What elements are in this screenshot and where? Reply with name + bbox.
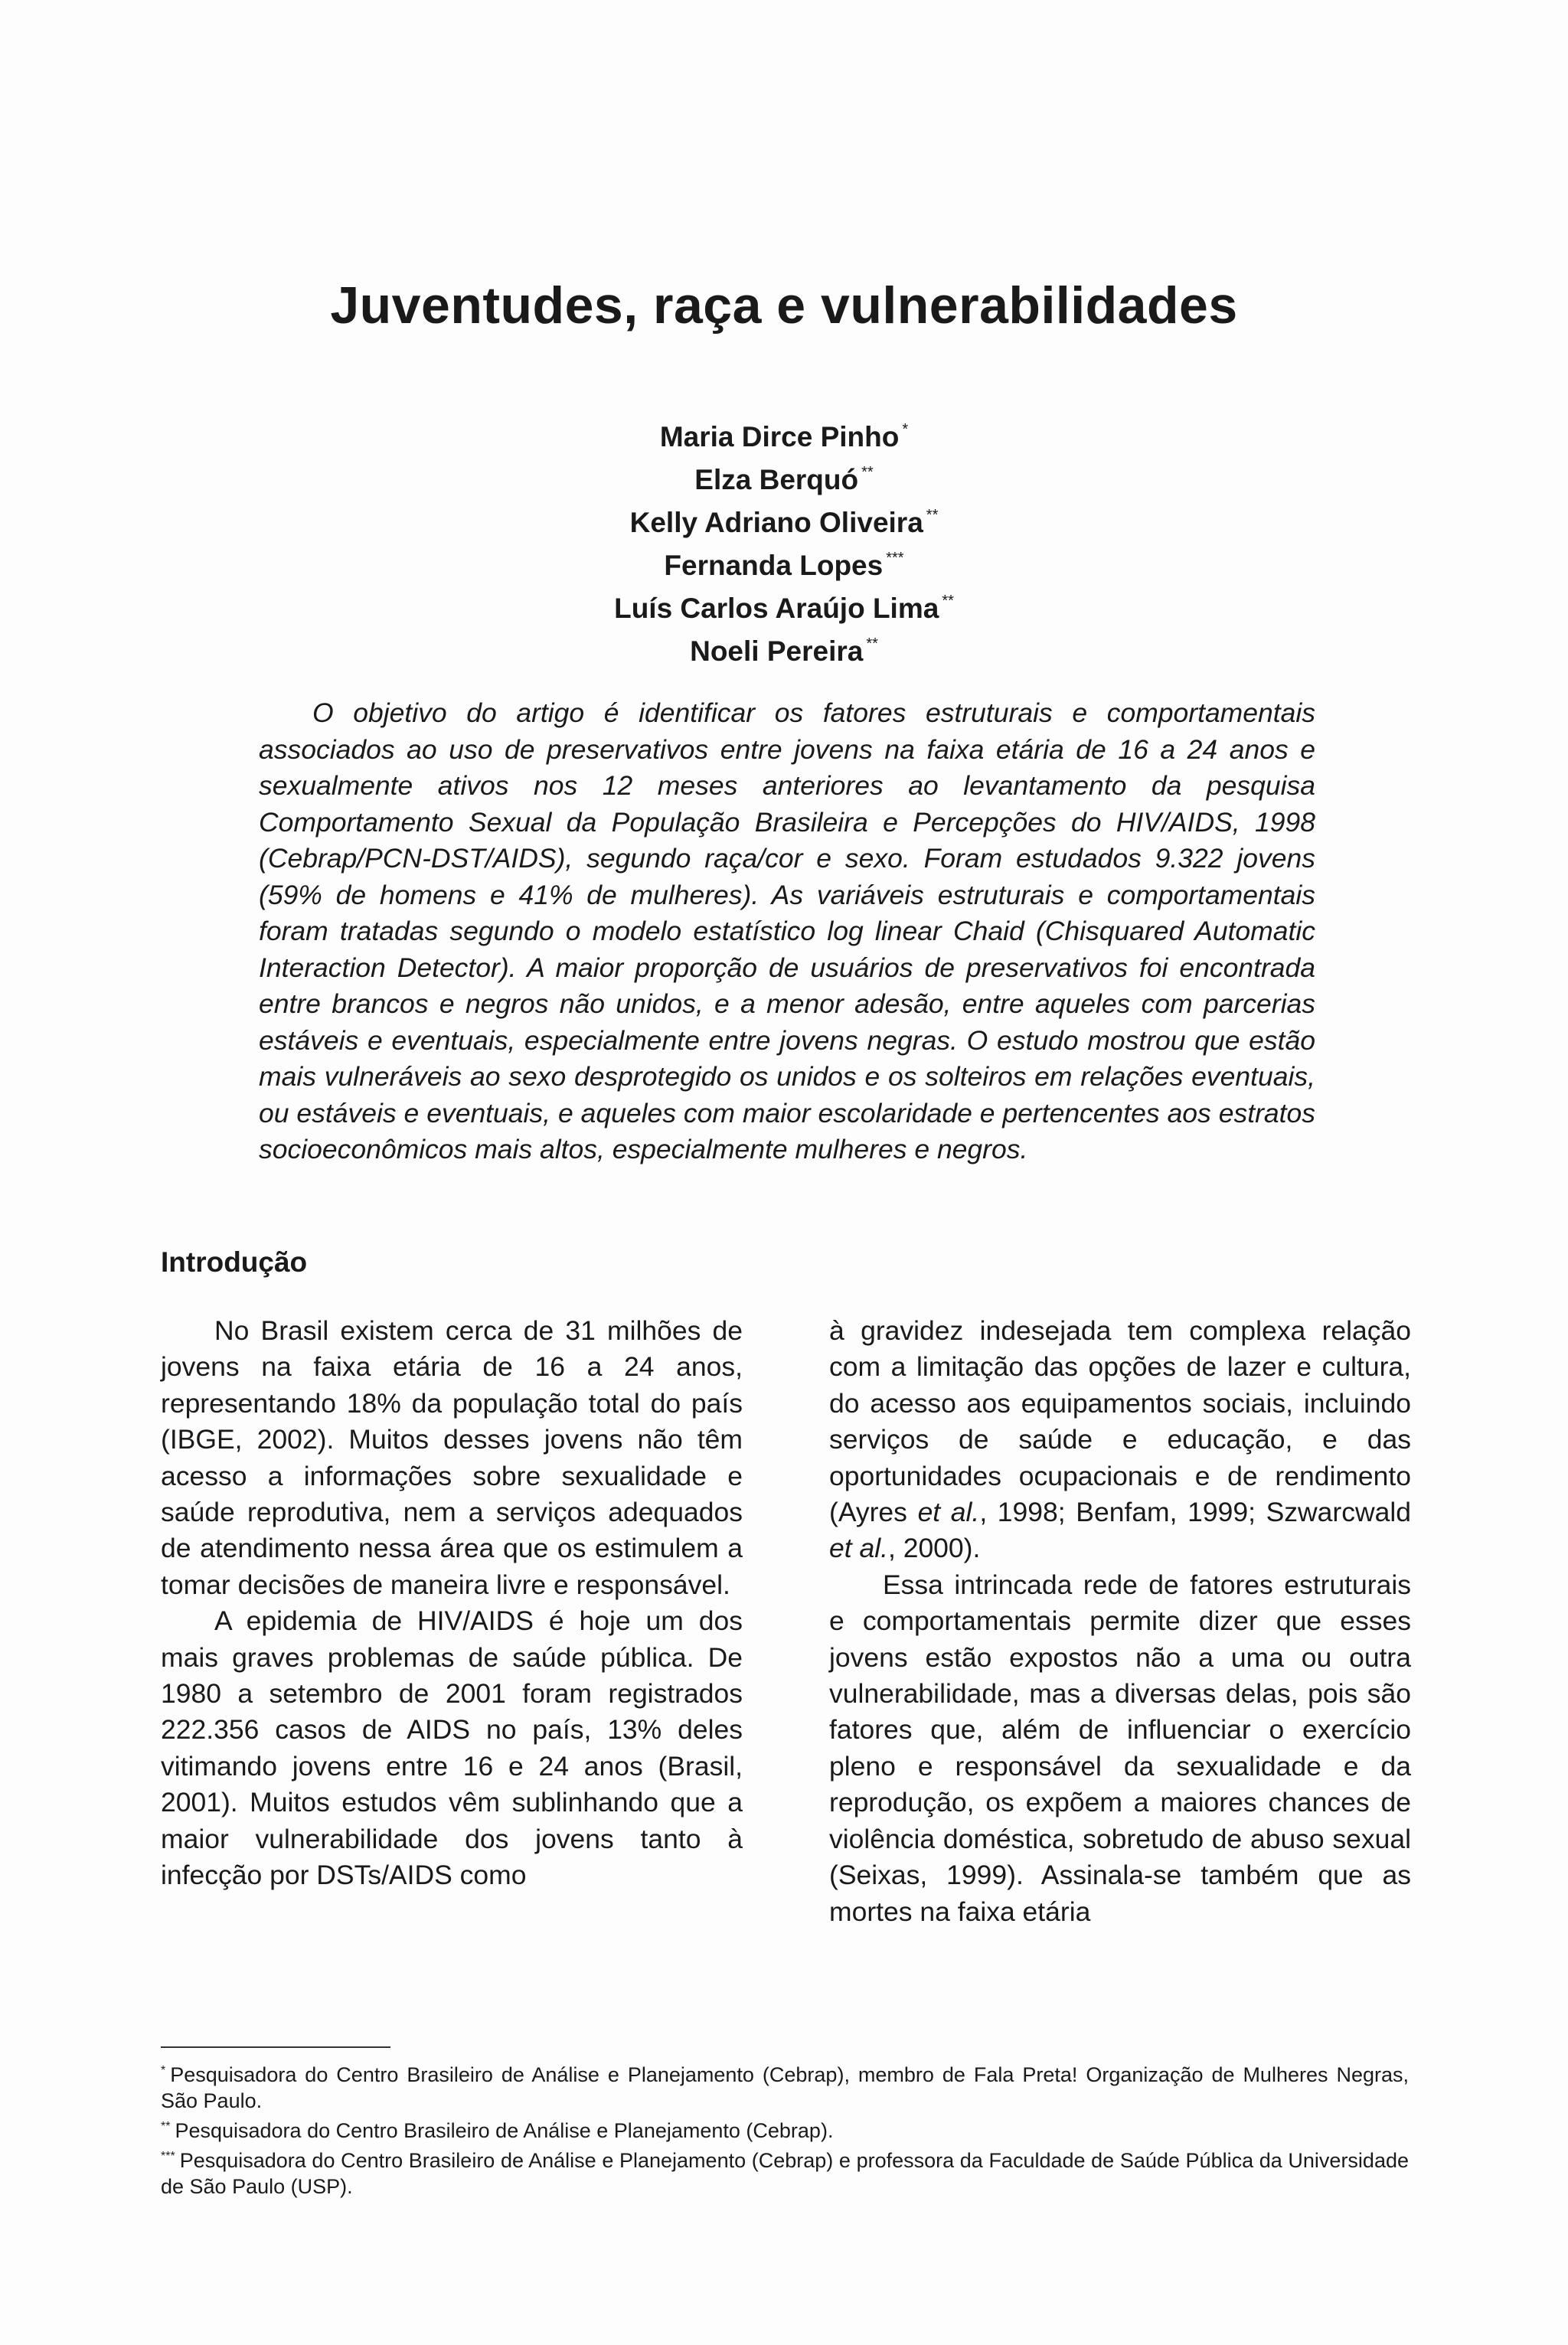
author-list xyxy=(0,412,1568,669)
author-footnote-mark: ** xyxy=(942,593,954,609)
body-paragraph: Essa intrincada rede de fatores estruturais e comportamentais permite dizer que esses jovens estão expostos não a uma ou outra vulnerabilidade, mas a diversas delas, pois são fatores que, além de influenciar o exercício pleno e responsável da sexualidade e da reprodução, os expõem a maiores chances de violência doméstica, sobretudo de abuso sexual (Seixas, 1999). Assinala-se também que as mortes na faixa etária xyxy=(829,1569,1411,1927)
author xyxy=(0,541,1568,583)
author xyxy=(0,455,1568,498)
body-paragraph: No Brasil existem cerca de 31 milhões de jovens na faixa etária de 16 a 24 anos, representando 18% da população total do país (IBGE, 2002). Muitos desses jovens não têm acesso a informações sobre sexualidade e saúde reprodutiva, nem a serviços adequados de atendimento nessa área que os estimulem a tomar decisões de maneira livre e responsável. xyxy=(161,1315,743,1600)
author xyxy=(0,583,1568,626)
page-title: Juventudes, raça e vulnerabilidades xyxy=(330,276,1238,335)
author xyxy=(0,412,1568,455)
author-footnote-mark: ** xyxy=(866,635,878,652)
author-footnote-mark: *** xyxy=(886,550,904,567)
author-footnote-mark: ** xyxy=(861,464,874,481)
footnote-text: Pesquisadora do Centro Brasileiro de Análise e Planejamento (Cebrap), membro de Fala Preta! Organização de Mulheres Negras, São Paulo. xyxy=(161,2063,1409,2112)
et-al-citation: et al. xyxy=(917,1497,980,1528)
abstract: O objetivo do artigo é identificar os fatores estruturais e comportamentais associados ao uso de preservativos entre jovens na faixa etária de 16 a 24 anos e sexualmente ativos nos 12 meses anteriores ao levantamento da pesquisa Comportamento Sexual da População Brasileira e Percepções do HIV/AIDS, 1998 (Cebrap/PCN-DST/AIDS), segundo raça/cor e sexo. Foram estudados 9.322 jovens (59% de homens e 41% de mulheres). As variáveis estruturais e comportamentais foram tratadas segundo o modelo estatístico log linear Chaid (Chisquared Automatic Interaction Detector). A maior proporção de usuários de preservativos foi encontrada entre brancos e negros não unidos, e a menor adesão, entre aqueles com parcerias estáveis e eventuais, especialmente entre jovens negras. O estudo mostrou que estão mais vulneráveis ao sexo desprotegido os unidos e os solteiros em relações eventuais, ou estáveis e eventuais, e aqueles com maior escolaridade e pertencentes aos estratos socioeconômicos mais altos, especialmente mulheres e negros. xyxy=(259,697,1315,1164)
author-name: Kelly Adriano Oliveira xyxy=(629,507,923,538)
text-run: , 1998; Benfam, 1999; Szwarcwald xyxy=(979,1497,1411,1528)
author xyxy=(0,498,1568,541)
author-footnote-mark: ** xyxy=(926,507,939,524)
footnote xyxy=(161,2144,1409,2200)
footnote-divider xyxy=(161,2046,390,2048)
body-column-right xyxy=(829,1313,1411,1930)
footnote xyxy=(161,2058,1409,2114)
footnote-text: Pesquisadora do Centro Brasileiro de Análise e Planejamento (Cebrap). xyxy=(175,2119,834,2142)
author-footnote-mark: * xyxy=(902,421,909,438)
author-name: Maria Dirce Pinho xyxy=(659,421,900,452)
footnote-mark: *** xyxy=(161,2150,175,2163)
text-run: , 2000). xyxy=(887,1533,981,1564)
author-name: Luís Carlos Araújo Lima xyxy=(614,593,939,624)
body-column-left xyxy=(161,1313,743,1894)
section-heading: Introdução xyxy=(161,1246,308,1278)
footnote-mark: * xyxy=(161,2064,166,2077)
body-paragraph-continuation xyxy=(829,1313,1411,1567)
text-run: à gravidez indesejada tem complexa relação com a limitação das opções de lazer e cultura, do acesso aos equipamentos sociais, incluindo serviços de saúde e educação, e das oportunidades ocupacionais e de rendimento (Ayres xyxy=(829,1315,1411,1528)
author xyxy=(0,626,1568,669)
author-name: Noeli Pereira xyxy=(690,635,864,667)
footnotes xyxy=(161,2058,1409,2200)
et-al-citation: et al. xyxy=(829,1533,888,1564)
footnote xyxy=(161,2114,1409,2144)
footnote-text: Pesquisadora do Centro Brasileiro de Análise e Planejamento (Cebrap) e professora da Faculdade de Saúde Pública da Universidade de São Paulo (USP). xyxy=(161,2149,1409,2198)
author-name: Elza Berquó xyxy=(694,464,859,495)
author-name: Fernanda Lopes xyxy=(664,550,884,581)
footnote-mark: ** xyxy=(161,2120,171,2133)
body-paragraph: A epidemia de HIV/AIDS é hoje um dos mais graves problemas de saúde pública. De 1980 a setembro de 2001 foram registrados 222.356 casos de AIDS no país, 13% deles vitimando jovens entre 16 e 24 anos (Brasil, 2001). Muitos estudos vêm sublinhando que a maior vulnerabilidade dos jovens tanto à infecção por DSTs/AIDS como xyxy=(161,1605,743,1891)
